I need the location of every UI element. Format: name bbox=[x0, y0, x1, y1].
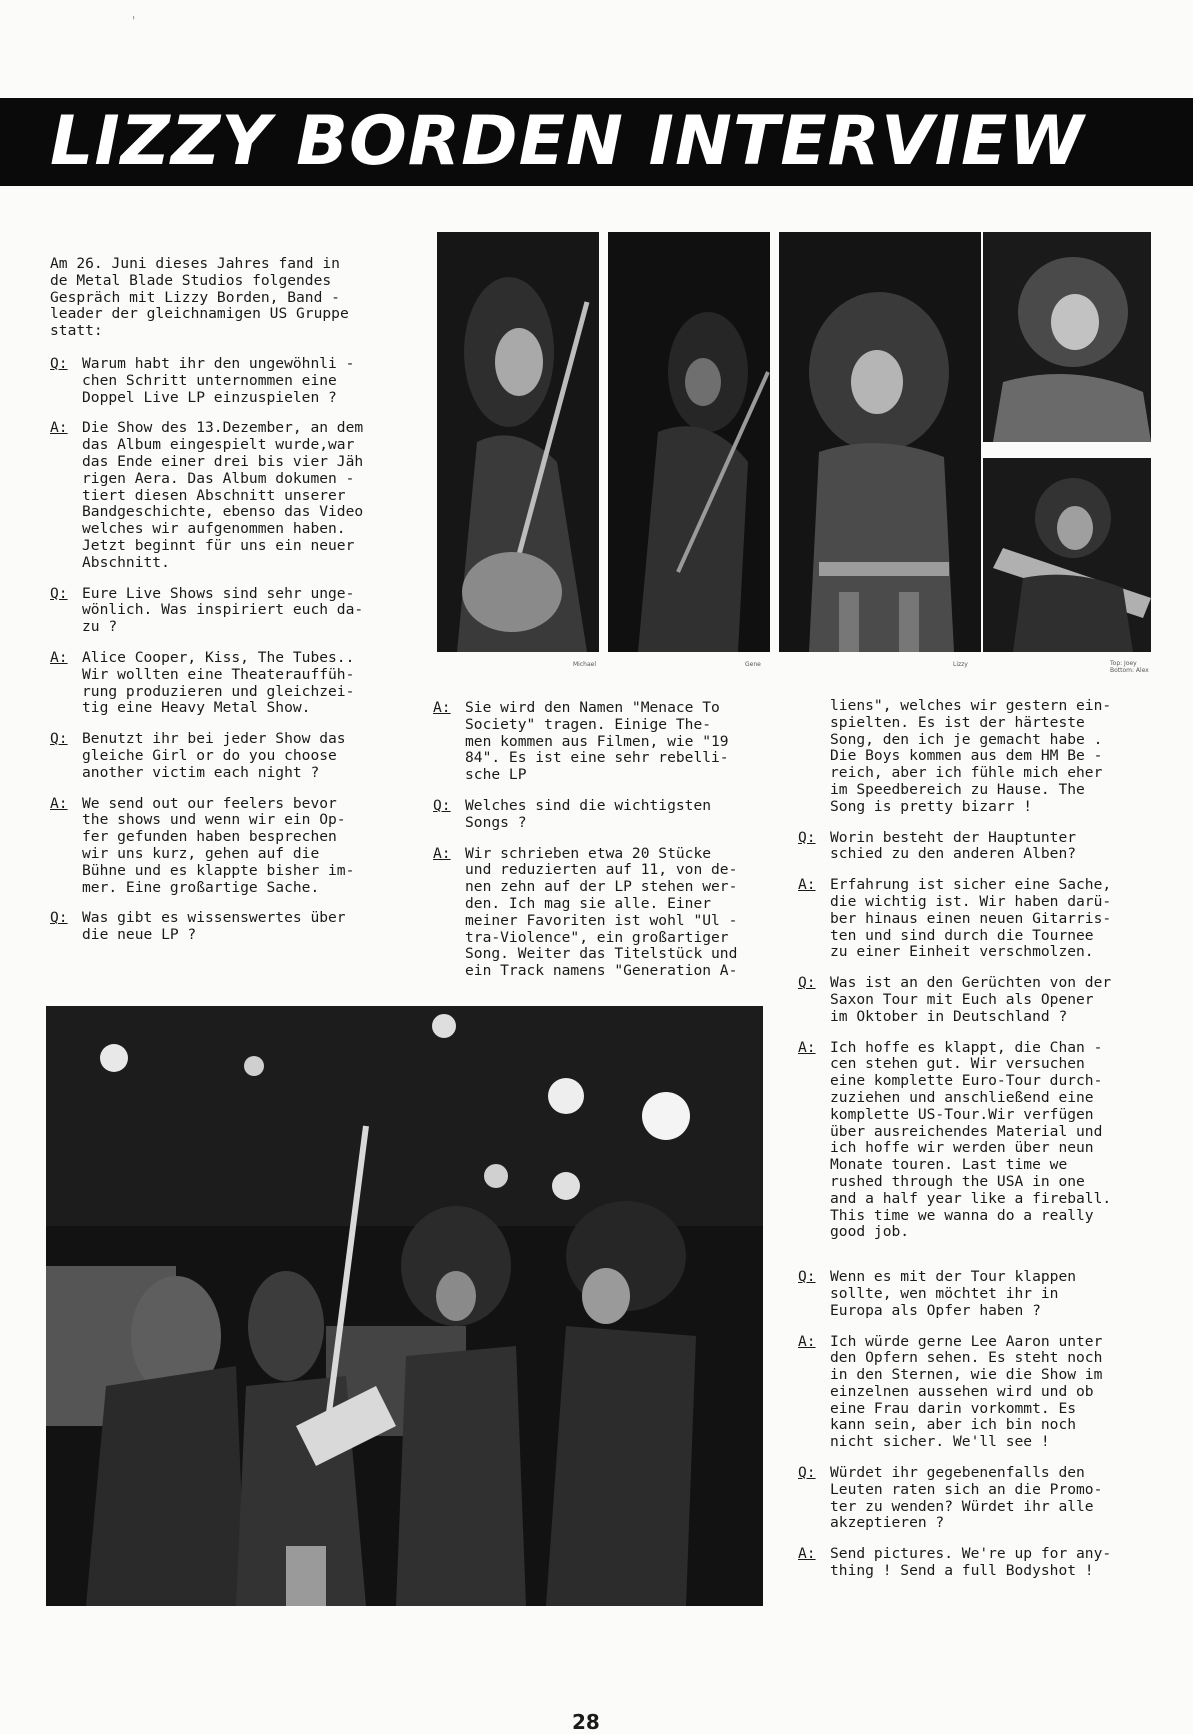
qa-item bbox=[50, 910, 410, 944]
qa-label: A: bbox=[433, 699, 451, 716]
qa-item bbox=[50, 586, 410, 636]
photo-joey bbox=[983, 232, 1151, 442]
column-3 bbox=[798, 698, 1148, 1594]
qa-text: Was ist an den Gerüchten von der Saxon Tour mit Euch als Opener im Oktober in Deutschland ? bbox=[830, 974, 1112, 1025]
qa-label: A: bbox=[50, 794, 68, 812]
qa-item bbox=[798, 1546, 1148, 1580]
qa-text: Wir schrieben etwa 20 Stücke und reduzierten auf 11, von de- nen zehn auf der LP stehen wer- den. Ich mag sie alle. Einer meiner Favoriten ist wohl "Ul - tra-Violence", ein großartiger Song. Weiter das Titelstück und ein Track namens "Generation A- bbox=[465, 844, 738, 980]
qa-label: A: bbox=[798, 1332, 816, 1350]
qa-label: Q: bbox=[798, 974, 816, 992]
qa-label: Q: bbox=[50, 730, 68, 748]
caption-gene: Gene bbox=[745, 661, 761, 668]
qa-item bbox=[798, 1269, 1148, 1319]
qa-item bbox=[433, 798, 783, 832]
qa-item bbox=[50, 356, 410, 406]
photo-gene bbox=[608, 232, 770, 652]
qa-item bbox=[798, 975, 1148, 1025]
corner-mark: ' bbox=[130, 14, 138, 28]
qa-label: Q: bbox=[433, 796, 451, 814]
qa-label: A: bbox=[50, 648, 68, 666]
qa-label: A: bbox=[798, 1545, 816, 1563]
photo-michael bbox=[437, 232, 599, 652]
intro-paragraph: Am 26. Juni dieses Jahres fand in de Metal Blade Studios folgendes Gespräch mit Lizzy Borden, Band - leader der gleichnamigen US Gruppe statt: bbox=[50, 255, 349, 340]
qa-text: Alice Cooper, Kiss, The Tubes.. Wir wollten eine Theaterauffüh- rung produzieren und gleichzei- tig eine Heavy Metal Show. bbox=[82, 648, 355, 717]
page-title: LIZZY BORDEN INTERVIEW bbox=[50, 102, 1085, 181]
column-1 bbox=[50, 256, 410, 958]
qa-text: Warum habt ihr den ungewöhnli - chen Schritt unternommen eine Doppel Live LP einzuspielen ? bbox=[82, 354, 355, 406]
continued-answer: liens", welches wir gestern ein- spielten. Es ist der härteste Song, den ich je gemacht habe . Die Boys kommen aus dem HM Be - reich, aber ich fühle mich eher im Speedbereich zu Hause. The Song is pretty bizarr ! bbox=[830, 697, 1112, 815]
qa-text: Eure Live Shows sind sehr unge- wönlich. Was inspiriert euch da- zu ? bbox=[82, 584, 364, 636]
caption-lizzy: Lizzy bbox=[953, 661, 968, 668]
qa-text: Ich hoffe es klappt, die Chan - cen stehen gut. Wir versuchen eine komplette Euro-Tour durch- zuziehen und anschließend eine komplette US-Tour.Wir verfügen über ausreichendes Material und ich hoffe wir werden über neun Monate touren. Last time we rushed through the USA in one and a half year like a fireball. This time we wanna do a really good job. bbox=[830, 1038, 1112, 1241]
qa-text: Erfahrung ist sicher eine Sache, die wichtig ist. Wir haben darü- ber hinaus einen neuen Gitarris- ten und sind durch die Tournee zu einer Einheit verschmolzen. bbox=[830, 876, 1112, 961]
photo-stage bbox=[46, 1006, 763, 1606]
page-number: 28 bbox=[572, 1710, 600, 1734]
qa-label: A: bbox=[50, 419, 68, 437]
qa-text: Die Show des 13.Dezember, an dem das Album eingespielt wurde,war das Ende einer drei bis vier Jäh rigen Aera. Das Album dokumen - tiert diesen Abschnitt unserer Bandgeschichte, ebenso das Video welches wir aufgenommen haben. Jetzt beginnt für uns ein neuer Abschnitt. bbox=[82, 419, 364, 571]
photo-alex bbox=[983, 458, 1151, 652]
qa-item bbox=[798, 1040, 1148, 1242]
qa-text: Send pictures. We're up for any- thing ! Send a full Bodyshot ! bbox=[830, 1545, 1112, 1580]
qa-item bbox=[50, 796, 410, 897]
title-banner bbox=[0, 98, 1193, 186]
qa-text: Sie wird den Namen "Menace To Society" tragen. Einige The- men kommen aus Filmen, wie "19 84". Es ist eine sehr rebelli- sche LP bbox=[465, 699, 729, 784]
qa-text: Benutzt ihr bei jeder Show das gleiche Girl or do you choose another victim each night ? bbox=[82, 730, 346, 781]
qa-item bbox=[50, 420, 410, 571]
qa-label: Q: bbox=[798, 1268, 816, 1286]
column-2 bbox=[433, 700, 783, 994]
qa-label: A: bbox=[798, 1038, 816, 1056]
qa-item bbox=[50, 731, 410, 781]
qa-label: A: bbox=[798, 876, 816, 894]
qa-label: Q: bbox=[50, 909, 68, 927]
qa-item bbox=[798, 1334, 1148, 1452]
qa-item bbox=[798, 830, 1148, 864]
qa-label: Q: bbox=[798, 1464, 816, 1482]
qa-text: We send out our feelers bevor the shows und wenn wir ein Op- fer gefunden haben besprechen wir uns kurz, gehen auf die Bühne und es klappte bisher im- mer. Eine großartige Sache. bbox=[82, 794, 355, 896]
qa-text: Würdet ihr gegebenenfalls den Leuten raten sich an die Promo- ter zu wenden? Würdet ihr alle akzeptieren ? bbox=[830, 1464, 1103, 1532]
caption-michael: Michael bbox=[573, 661, 596, 668]
qa-text: Wenn es mit der Tour klappen sollte, wen möchtet ihr in Europa als Opfer haben ? bbox=[830, 1268, 1077, 1319]
qa-label: Q: bbox=[50, 354, 68, 372]
qa-item bbox=[433, 700, 783, 784]
qa-item bbox=[798, 877, 1148, 961]
photo-lizzy bbox=[779, 232, 981, 652]
qa-label: Q: bbox=[798, 828, 816, 846]
qa-item bbox=[50, 650, 410, 717]
qa-item bbox=[798, 1465, 1148, 1532]
caption-joey-alex: Top: Joey Bottom: Alex bbox=[1110, 660, 1149, 674]
qa-text: Welches sind die wichtigsten Songs ? bbox=[465, 796, 712, 831]
qa-item bbox=[433, 846, 783, 980]
qa-label: Q: bbox=[50, 584, 68, 602]
qa-label: A: bbox=[433, 844, 451, 862]
qa-text: Worin besteht der Hauptunter schied zu den anderen Alben? bbox=[830, 828, 1077, 863]
qa-text: Was gibt es wissenswertes über die neue LP ? bbox=[82, 909, 346, 944]
qa-text: Ich würde gerne Lee Aaron unter den Opfern sehen. Es steht noch in den Sternen, wie die Show im einzelnen aussehen wird und ob eine Frau darin vorkommt. Es kann sein, aber ich bin noch nicht sicher. We'll see ! bbox=[830, 1332, 1103, 1451]
